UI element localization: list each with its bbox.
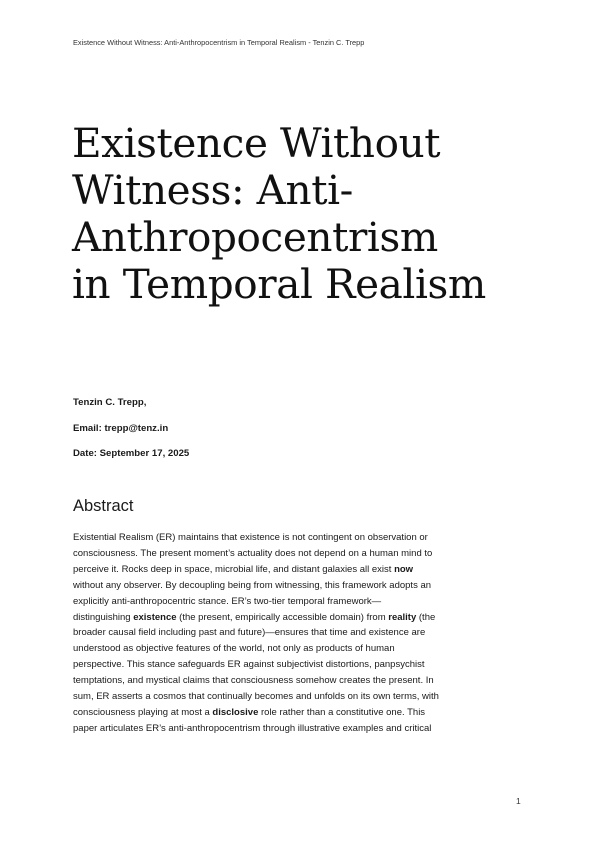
- abstract-line: [73, 657, 533, 673]
- author-name: Tenzin C. Trepp,: [73, 397, 147, 408]
- title-line: in Temporal Realism: [72, 260, 486, 308]
- abstract-text: perspective. This stance safeguards ER against subjectivist distortions, panpsychist: [73, 659, 425, 671]
- abstract-text: distinguishing: [73, 611, 134, 623]
- paper-title: [72, 120, 542, 308]
- abstract-line: [73, 641, 533, 657]
- abstract-text: perceive it. Rocks deep in space, microbial life, and distant galaxies all exist: [73, 563, 395, 575]
- abstract-line: [73, 578, 533, 594]
- abstract-text: role rather than a constitutive one. This: [258, 706, 426, 718]
- abstract-text: temptations, and mystical claims that consciousness somehow creates the present. In: [73, 675, 434, 687]
- abstract-text: sum, ER asserts a cosmos that continually becomes and unfolds on its own terms, with: [73, 691, 439, 703]
- abstract-line: [73, 721, 533, 737]
- abstract-text: explicitly anti-anthropocentric stance. ER’s two-tier temporal framework—: [73, 595, 382, 607]
- abstract-text: understood as objective features of the world, not only as products of human: [73, 643, 395, 655]
- emphasized-term: now: [394, 563, 414, 575]
- abstract-body: [73, 530, 533, 737]
- abstract-text: paper articulates ER’s anti-anthropocentrism through illustrative examples and critical: [73, 722, 432, 734]
- abstract-line: [73, 625, 533, 641]
- emphasized-term: disclosive: [212, 706, 259, 718]
- abstract-text: consciousness. The present moment’s actuality does not depend on a human mind to: [73, 547, 433, 559]
- abstract-line: [73, 546, 533, 562]
- abstract-line: [73, 705, 533, 721]
- title-line: Witness: Anti-: [72, 166, 353, 214]
- abstract-text: Existential Realism (ER) maintains that existence is not contingent on observation or: [73, 532, 428, 543]
- abstract-heading: Abstract: [73, 497, 134, 515]
- page-number: 1: [516, 796, 521, 806]
- abstract-line: [73, 594, 533, 610]
- publication-date: Date: September 17, 2025: [73, 448, 190, 459]
- abstract-line: [73, 610, 533, 626]
- abstract-line: [73, 530, 533, 546]
- abstract-text: broader causal field including past and future)—ensures that time and existence are: [73, 627, 426, 639]
- title-line: Anthropocentrism: [72, 213, 438, 261]
- running-header: Existence Without Witness: Anti-Anthropocentrism in Temporal Realism - Tenzin C. Trepp: [73, 38, 365, 47]
- emphasized-term: reality: [388, 611, 417, 623]
- emphasized-term: existence: [133, 611, 177, 623]
- abstract-text: (the: [416, 611, 436, 623]
- title-line: Existence Without: [72, 119, 441, 167]
- abstract-line: [73, 689, 533, 705]
- abstract-line: [73, 673, 533, 689]
- abstract-text: (the present, empirically accessible domain) from: [176, 611, 389, 623]
- abstract-line: [73, 562, 533, 578]
- abstract-text: consciousness playing at most a: [73, 706, 213, 718]
- abstract-text: without any observer. By decoupling being from witnessing, this framework adopts an: [73, 579, 432, 591]
- author-email: Email: trepp@tenz.in: [73, 423, 169, 434]
